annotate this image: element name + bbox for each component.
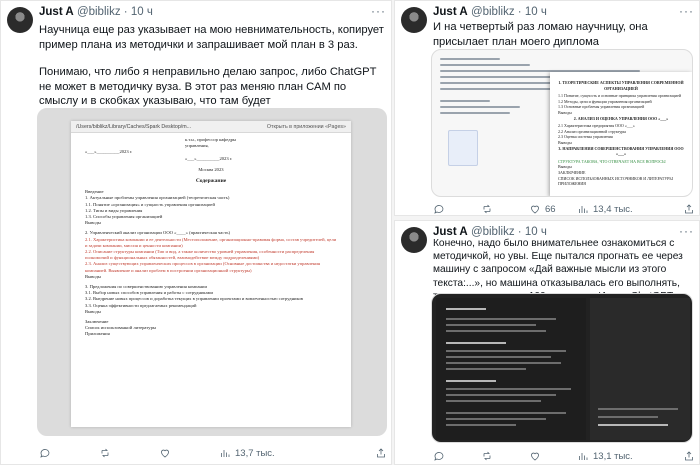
tweet-3[interactable] <box>394 220 700 465</box>
tweet-paragraph: Понимаю, что либо я неправильно делаю запрос, либо ChatGPT не может в методичку вуза. В этот раз меняю план САМ по смыслу и в скобках указываю, что там будет <box>39 66 377 108</box>
more-options-icon[interactable]: ··· <box>679 224 694 238</box>
doc-toc-line: Выводы <box>85 220 101 226</box>
share-icon <box>683 450 695 462</box>
share-button[interactable] <box>683 450 695 462</box>
tweet-2[interactable] <box>394 0 700 216</box>
like-button[interactable] <box>529 203 577 215</box>
avatar[interactable] <box>7 7 33 33</box>
tweet-actions <box>39 447 387 459</box>
overlay-line: Выводы <box>558 109 572 115</box>
document-preview <box>71 121 351 427</box>
doc-line: «___»__________2023 г. <box>185 155 233 161</box>
reply-icon <box>39 447 51 459</box>
tweet-time[interactable]: 10 ч <box>524 6 547 18</box>
tweet-image[interactable] <box>431 49 693 197</box>
heart-icon <box>159 447 171 459</box>
author-name[interactable]: Just A <box>39 6 74 18</box>
views-button[interactable] <box>577 450 647 462</box>
doc-toc-line: 3.1. Выбор новых способов управления и работы с сотрудниками <box>85 290 213 296</box>
author-name[interactable]: Just A <box>433 6 468 18</box>
attachment-icon <box>448 130 478 166</box>
tweet-image[interactable] <box>431 293 693 443</box>
overlay-line: 2.1 Характеристика предприятия ООО «___» <box>558 123 635 129</box>
doc-toc-line: 2.1. Характеристика компании и ее деятельности (Местоположение, организационно-правовая форма, состав учредителей, цели и задачи компании, миссия и ценности компании) <box>85 236 337 248</box>
overlay-line: СТРУКТУРА ТАКОВА, ЧТО ОТВЕЧАЕТ НА ВСЕ ВОПРОСЫ <box>558 158 666 164</box>
heart-icon <box>529 203 541 215</box>
tweet-time[interactable]: 10 ч <box>130 6 153 18</box>
views-button[interactable] <box>219 447 299 459</box>
tweet-image[interactable] <box>37 108 387 436</box>
doc-toc-line: Заключение <box>85 319 109 325</box>
share-icon <box>683 203 695 215</box>
doc-toc-line: 3.2. Внедрение новых процессов и доработка текущих в управлении проектами и вовлеченностью сотрудников <box>85 296 303 302</box>
more-options-icon[interactable]: ··· <box>371 4 386 18</box>
tweet-header: Just A @biblikz · 10 ч <box>433 6 547 18</box>
doc-toc-line: Введение <box>85 189 104 195</box>
tweet-paragraph: Научница еще раз указывает на мою невнимательность, копирует пример плана из методички и запрашивает мой план в 3 раз. <box>39 24 384 51</box>
reply-button[interactable] <box>433 450 481 462</box>
preview-toolbar <box>71 121 351 133</box>
doc-toc-line: 2.3. Анализ существующих управленческих процессов в организации (Основные достоинства и недостатки управления компанией. Выявление и анализ проблем в построении организационной структуры) <box>85 261 320 273</box>
doc-line: управления, <box>185 143 209 149</box>
more-options-icon[interactable]: ··· <box>679 4 694 18</box>
tweet-paragraph: Конечно, надо было внимательнее ознакомиться с методичкой, но увы. Еще пытался прогнать ее через машину с запросом «Дай важные мысли из этого текста:...», но машина отказывалась его выполнять, <box>433 238 683 289</box>
reply-icon <box>433 450 445 462</box>
views-count: 13,4 тыс. <box>593 203 633 215</box>
tweet-actions <box>433 203 695 215</box>
overlay-line: Выводы <box>558 139 572 145</box>
overlay-line: 1. ТЕОРЕТИЧЕСКИЕ АСПЕКТЫ УПРАВЛЕНИЯ СОВРЕМЕННОЙ ОРГАНИЗАЦИЕЙ <box>558 80 684 91</box>
overlay-line: 3. НАПРАВЛЕНИЯ СОВЕРШЕНСТВОВАНИЯ УПРАВЛЕНИЯ ООО «___» <box>558 145 684 157</box>
reply-button[interactable] <box>39 447 99 459</box>
author-name[interactable]: Just A <box>433 226 468 238</box>
doc-toc-line: 3.3. Оценка эффективности предлагаемых рекомендаций <box>85 302 197 308</box>
doc-line: «___»__________2023 г. <box>85 149 133 155</box>
doc-line: к.т.н., профессор кафедры <box>185 137 236 142</box>
doc-toc-line: 2. Управленческий анализ организации ООО «____» (практическая часть) <box>85 230 231 236</box>
doc-city-year: Москва 2023 <box>198 166 224 172</box>
retweet-icon <box>481 450 493 462</box>
overlay-line: 1.1 Понятие, сущность и основные принципы управления организацией <box>558 93 681 99</box>
share-icon <box>375 447 387 459</box>
doc-toc-line: Список использованной литературы <box>85 325 156 331</box>
doc-toc-line: Выводы <box>85 308 101 314</box>
share-button[interactable] <box>683 203 695 215</box>
doc-toc-line: 2.2. Описание структуры компании (Тип и вид, а также количество уровней управления, особенности распределения полномочий и функциональных обязанностей, взаимодействие между подразделениями) <box>85 249 315 261</box>
author-handle[interactable]: @biblikz <box>470 226 515 238</box>
tweet-paragraph: И на четвертый раз ломаю научницу, она присылает план моего диплома <box>433 21 648 48</box>
document-overlay <box>550 72 692 196</box>
tweet-header: Just A @biblikz · 10 ч <box>39 6 153 18</box>
doc-toc-line: 1.1. Понятие «организация» и сущность управления организацией <box>85 201 215 207</box>
overlay-line: 1.3 Основные проблемы управления организацией <box>558 104 645 110</box>
file-path: /Users/biblikz/Library/Caches/Spark Desktop/m... <box>76 123 192 130</box>
overlay-line: 2. АНАЛИЗ И ОЦЕНКА УПРАВЛЕНИЯ ООО «___» <box>573 115 669 121</box>
overlay-line: СПИСОК ИСПОЛЬЗОВАННЫХ ИСТОЧНИКОВ И ЛИТЕРАТУРЫ <box>558 175 673 181</box>
tweet-actions <box>433 450 695 462</box>
doc-toc-line: 1. Актуальные проблемы управления организацией (теоретическая часть) <box>85 195 230 201</box>
like-button[interactable] <box>529 450 577 462</box>
likes-count: 66 <box>545 203 556 215</box>
tweet-header: Just A @biblikz · 10 ч <box>433 226 547 238</box>
views-icon <box>219 447 231 459</box>
reply-button[interactable] <box>433 203 481 215</box>
doc-toc-line: Приложения <box>85 331 110 337</box>
tweet-time[interactable]: 10 ч <box>524 226 547 238</box>
author-handle[interactable]: @biblikz <box>76 6 121 18</box>
views-count: 13,7 тыс. <box>235 447 275 459</box>
views-icon <box>577 450 589 462</box>
retweet-button[interactable] <box>481 203 529 215</box>
retweet-button[interactable] <box>99 447 159 459</box>
views-button[interactable] <box>577 203 647 215</box>
doc-toc-line: 1.2. Типы и виды управления <box>85 207 143 213</box>
views-count: 13,1 тыс. <box>593 450 633 462</box>
avatar[interactable] <box>401 227 427 253</box>
retweet-icon <box>481 203 493 215</box>
author-handle[interactable]: @biblikz <box>470 6 515 18</box>
doc-toc-line: Выводы <box>85 273 101 279</box>
retweet-icon <box>99 447 111 459</box>
doc-toc-line: 1.3. Способы управления организацией <box>85 214 163 220</box>
overlay-line: ПРИЛОЖЕНИЯ <box>558 181 586 187</box>
overlay-line: 1.2 Методы, цели и функции управления организацией <box>558 98 652 104</box>
overlay-line: 2.3 Оценка системы управления <box>558 134 613 140</box>
doc-toc-line: 3. Предложения по совершенствованию управления компании <box>85 284 207 290</box>
share-button[interactable] <box>375 447 387 459</box>
doc-heading: Содержание <box>195 178 227 185</box>
heart-icon <box>529 450 541 462</box>
overlay-line: Выводы <box>558 164 572 170</box>
open-in-pages-button: Открыть в приложении «Pages» <box>266 123 346 130</box>
overlay-line: ЗАКЛЮЧЕНИЕ <box>558 169 586 175</box>
overlay-line: 2.2 Анализ организационной структуры <box>558 128 627 134</box>
like-button[interactable] <box>159 447 219 459</box>
document-page <box>71 133 351 342</box>
retweet-button[interactable] <box>481 450 529 462</box>
reply-icon <box>433 203 445 215</box>
avatar[interactable] <box>401 7 427 33</box>
views-icon <box>577 203 589 215</box>
